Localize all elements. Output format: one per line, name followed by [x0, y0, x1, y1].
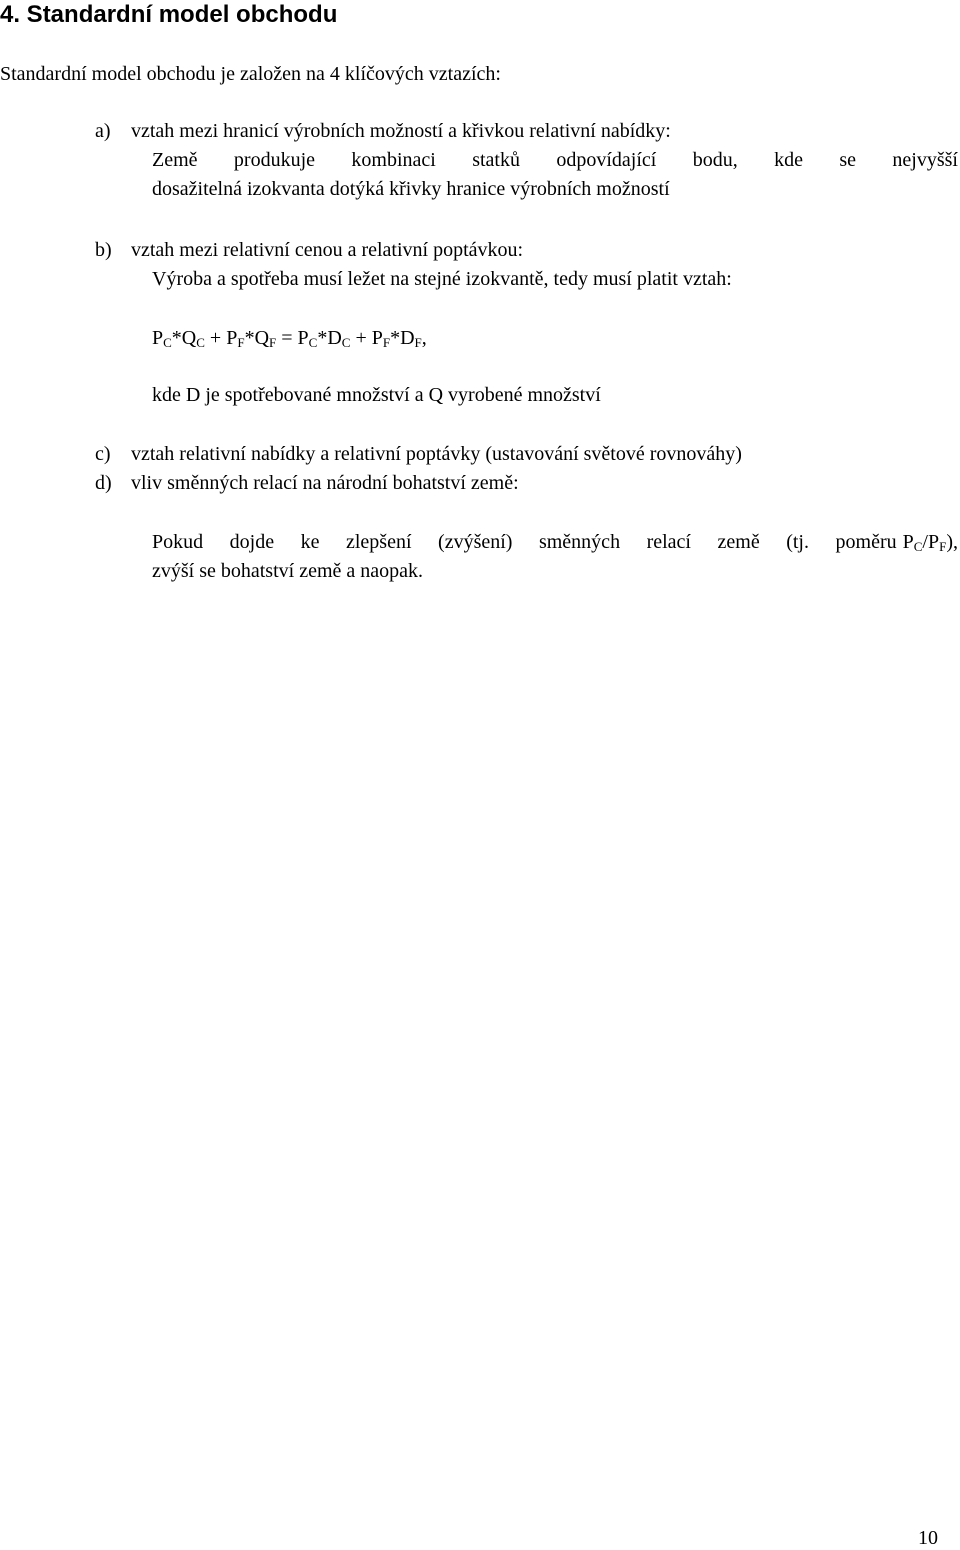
list-item-d — [95, 469, 519, 498]
list-item-title: vliv směnných relací na národní bohatství země: — [131, 472, 519, 494]
list-item-d-text-line1: Pokud dojde ke zlepšení (zvýšení) směnných relací země (tj. poměru $P_C/P_F$), — [152, 531, 958, 554]
section-heading: 4. Standardní model obchodu — [0, 1, 338, 28]
list-item-a — [95, 117, 671, 146]
list-marker: d) — [95, 472, 112, 494]
list-item-title: vztah mezi hranicí výrobních možností a křivkou relativní nabídky: — [131, 120, 671, 142]
list-item-title: vztah relativní nabídky a relativní poptávky (ustavování světové rovnováhy) — [131, 443, 742, 465]
intro-paragraph: Standardní model obchodu je založen na 4 klíčových vztazích: — [0, 63, 501, 85]
list-item-b-text: Výroba a spotřeba musí ležet na stejné izokvantě, tedy musí platit vztah: — [152, 268, 732, 290]
list-marker: a) — [95, 120, 111, 142]
list-item-c — [95, 440, 742, 469]
list-item-a-text-line1: Země produkuje kombinaci statků odpovídající bodu, kde se nejvyšší — [152, 149, 958, 171]
equation: $P_C*Q_C + P_F*Q_F = P_C*D_C + P_F*D_F$, — [152, 327, 427, 350]
list-marker: b) — [95, 239, 112, 261]
page-number: 10 — [918, 1527, 938, 1549]
list-item-d-text-line2: zvýší se bohatství země a naopak. — [152, 560, 424, 582]
list-marker: c) — [95, 443, 111, 465]
list-item-b — [95, 236, 523, 265]
list-item-a-text-line2: dosažitelná izokvanta dotýká křivky hranice výrobních možností — [152, 178, 670, 200]
list-item-title: vztah mezi relativní cenou a relativní poptávkou: — [131, 239, 524, 261]
equation-note: kde D je spotřebované množství a Q vyrobené množství — [152, 384, 601, 406]
